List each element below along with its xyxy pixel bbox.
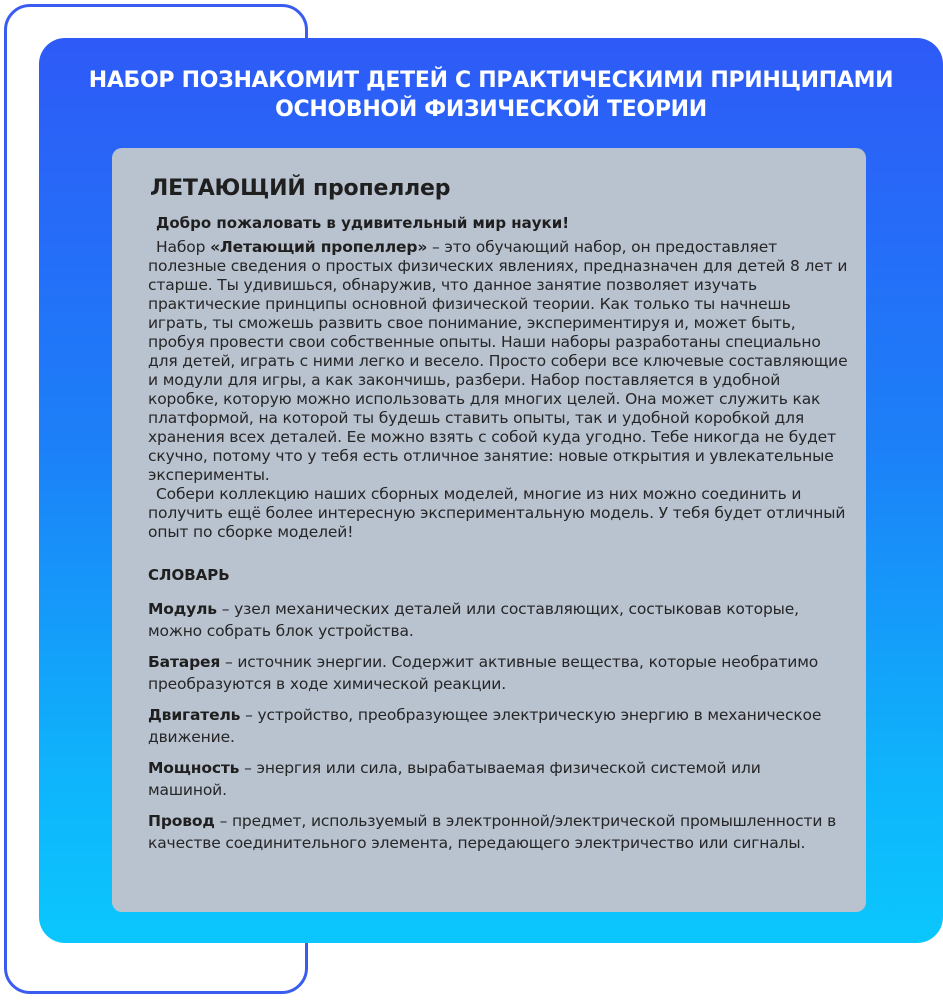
headline-line-1: НАБОР ПОЗНАКОМИТ ДЕТЕЙ С ПРАКТИЧЕСКИМИ ПРИНЦИПАМИ: [88, 68, 894, 93]
glossary-list: [148, 598, 838, 863]
glossary-item: [148, 810, 838, 854]
glossary-heading: СЛОВАРЬ: [148, 566, 230, 584]
intro-paragraph-1: [148, 238, 848, 485]
glossary-term: Батарея: [148, 653, 221, 671]
glossary-definition: – источник энергии. Содержит активные вещества, которые необратимо преобразуются в ходе химической реакции.: [148, 653, 819, 693]
intro-paragraph-2: Собери коллекцию наших сборных моделей, многие из них можно соединить и получить ещё более интересную экспериментальную модель. У тебя будет отличный опыт по сборке моделей!: [148, 485, 846, 541]
intro-prefix: Набор: [156, 238, 211, 256]
glossary-definition: – устройство, преобразующее электрическую энергию в механическое движение.: [148, 706, 822, 746]
glossary-definition: – энергия или сила, вырабатываемая физической системой или машиной.: [148, 759, 761, 799]
glossary-definition: – узел механических деталей или составляющих, состыковав которые, можно собрать блок устройства.: [148, 600, 799, 640]
product-name: «Летающий пропеллер»: [210, 238, 428, 256]
glossary-item: [148, 598, 838, 642]
glossary-term: Мощность: [148, 759, 240, 777]
intro-body: – это обучающий набор, он предоставляет полезные сведения о простых физических явлениях, предназначен для детей 8 лет и старше. Ты удивишься, обнаружив, что данное занятие позволяет изучать практические принципы основной физической теории. Как только ты начнешь играть, ты сможешь развить свое понимание, экспериментируя и, может быть, пробуя провести свои собственные опыты. Наши наборы разработаны специально для детей, играть с ними легко и весело. Просто собери все ключевые составляющие и модули для игры, а как закончишь, разбери. Набор поставляется в удобной коробке, которую можно использовать для многих целей. Она может служить как платформой, на которой ты будешь ставить опыты, так и удобной коробкой для хранения всех деталей. Ее можно взять с собой куда угодно. Тебе никогда не будет скучно, потому что у тебя есть отличное занятие: новые открытия и увлекательные эксперименты.: [148, 238, 848, 484]
intro-text: [148, 238, 848, 542]
glossary-item: [148, 757, 838, 801]
glossary-item: [148, 704, 838, 748]
glossary-item: [148, 651, 838, 695]
headline-line-2: ОСНОВНОЙ ФИЗИЧЕСКОЙ ТЕОРИИ: [275, 97, 707, 122]
welcome-text: Добро пожаловать в удивительный мир науки!: [156, 214, 570, 232]
product-title: ЛЕТАЮЩИЙ пропеллер: [150, 176, 451, 201]
content-card: [112, 148, 866, 912]
glossary-definition: – предмет, используемый в электронной/электрической промышленности в качестве соединительного элемента, передающего электричество или сигналы.: [148, 812, 837, 852]
main-panel: [39, 38, 943, 943]
headline: [39, 66, 943, 124]
glossary-term: Провод: [148, 812, 215, 830]
glossary-term: Двигатель: [148, 706, 241, 724]
glossary-term: Модуль: [148, 600, 217, 618]
